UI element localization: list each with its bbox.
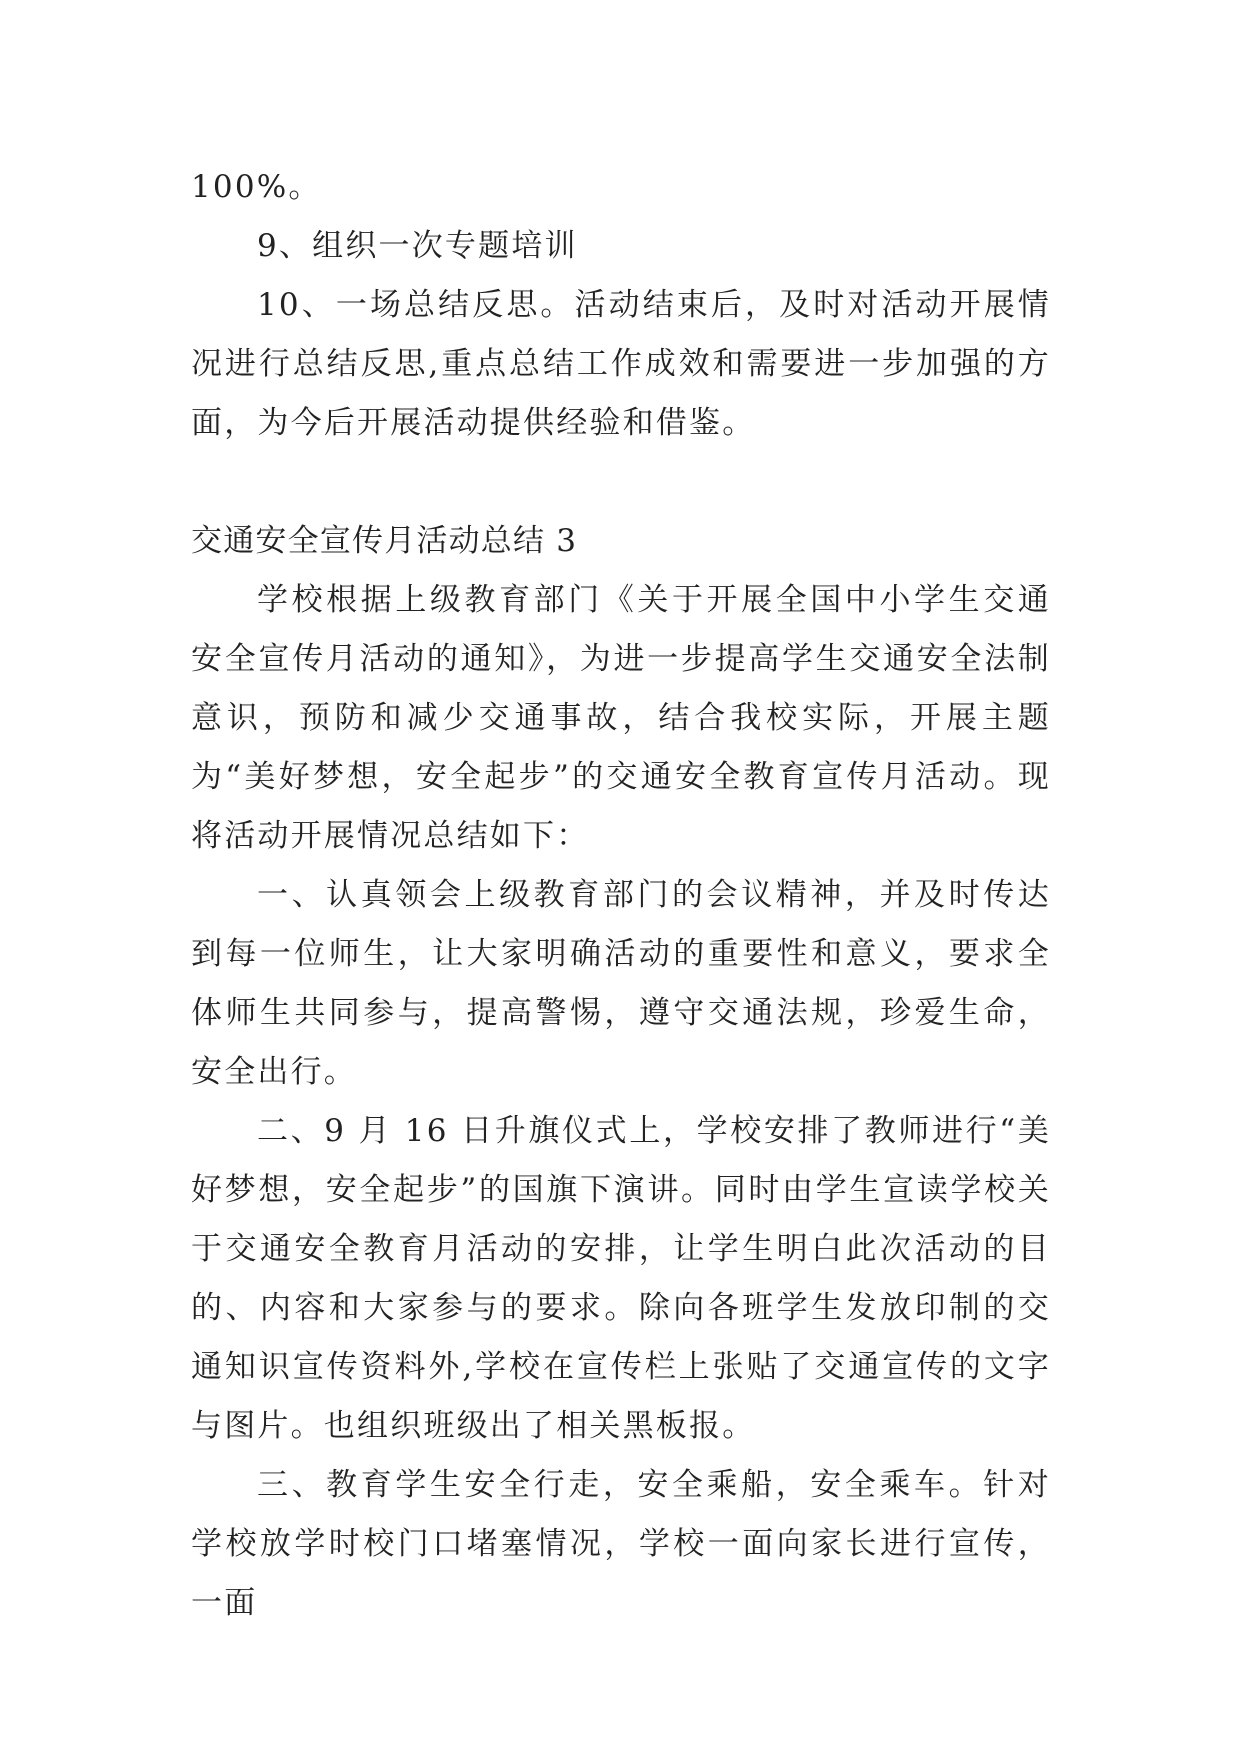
- paragraph-continuation: 100%。: [191, 169, 322, 205]
- document-body: [191, 158, 1051, 1633]
- paragraph-item-10: 10、一场总结反思。活动结束后，及时对活动开展情况进行总结反思,重点总结工作成效和需要进一步加强的方面，为今后开展活动提供经验和借鉴。: [191, 287, 1051, 441]
- paragraph-intro: 学校根据上级教育部门《关于开展全国中小学生交通安全宣传月活动的通知》，为进一步提高学生交通安全法制意识，预防和减少交通事故，结合我校实际，开展主题为“美好梦想，安全起步”的交通安全教育宣传月活动。现将活动开展情况总结如下：: [191, 582, 1051, 854]
- paragraph-item-9: 9、组织一次专题培训: [257, 228, 578, 264]
- section-heading: 交通安全宣传月活动总结 3: [191, 523, 578, 559]
- paragraph-point-1: 一、认真领会上级教育部门的会议精神，并及时传达到每一位师生，让大家明确活动的重要性和意义，要求全体师生共同参与，提高警惕，遵守交通法规，珍爱生命，安全出行。: [191, 877, 1051, 1090]
- paragraph-point-2: 二、9 月 16 日升旗仪式上，学校安排了教师进行“美好梦想，安全起步”的国旗下演讲。同时由学生宣读学校关于交通安全教育月活动的安排，让学生明白此次活动的目的、内容和大家参与的要求。除向各班学生发放印制的交通知识宣传资料外,学校在宣传栏上张贴了交通宣传的文字与图片。也组织班级出了相关黑板报。: [191, 1113, 1051, 1444]
- paragraph-point-3: 三、教育学生安全行走，安全乘船，安全乘车。针对学校放学时校门口堵塞情况，学校一面向家长进行宣传，一面: [191, 1467, 1051, 1621]
